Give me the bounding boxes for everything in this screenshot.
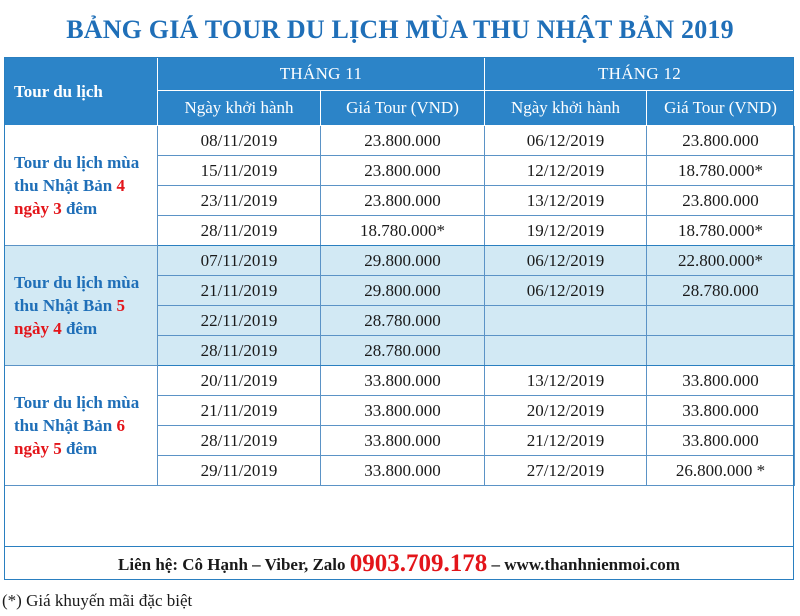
date-cell-11: 28/11/2019 (158, 336, 321, 366)
date-cell-12: 06/12/2019 (485, 246, 647, 276)
date-cell-12: 06/12/2019 (485, 126, 647, 156)
date-cell-12: 27/12/2019 (485, 456, 647, 486)
month-11-header: THÁNG 11 (158, 58, 485, 91)
price-cell-11: 29.800.000 (321, 276, 485, 306)
tour-name-text: Tour du lịch mùa thu Nhật Bản (14, 273, 140, 315)
price-cell-11: 33.800.000 (321, 366, 485, 396)
date-cell-12: 19/12/2019 (485, 216, 647, 246)
date-cell-11: 29/11/2019 (158, 456, 321, 486)
website-text[interactable]: – www.thanhnienmoi.com (487, 555, 680, 574)
date-cell-12: 21/12/2019 (485, 426, 647, 456)
price-cell-12: 18.780.000* (647, 156, 795, 186)
price-cell-12: 33.800.000 (647, 366, 795, 396)
date-cell-11: 22/11/2019 (158, 306, 321, 336)
date-cell-11: 20/11/2019 (158, 366, 321, 396)
departure-date-header-12: Ngày khởi hành (485, 91, 647, 126)
date-cell-12: 20/12/2019 (485, 396, 647, 426)
price-cell-11: 23.800.000 (321, 156, 485, 186)
price-cell-12: 22.800.000* (647, 246, 795, 276)
price-cell-11: 29.800.000 (321, 246, 485, 276)
price-cell-11: 33.800.000 (321, 456, 485, 486)
date-cell-11: 21/11/2019 (158, 276, 321, 306)
tour-duration: 6 ngày 5 (14, 416, 126, 458)
footnote: (*) Giá khuyến mãi đặc biệt (2, 591, 193, 610)
contact-text: Liên hệ: Cô Hạnh – Viber, Zalo (118, 555, 350, 574)
tour-column-header: Tour du lịch (5, 58, 158, 126)
price-header-12: Giá Tour (VND) (647, 91, 795, 126)
price-cell-11: 33.800.000 (321, 426, 485, 456)
price-cell-12: 23.800.000 (647, 186, 795, 216)
price-cell-12: 18.780.000* (647, 216, 795, 246)
date-cell-11: 28/11/2019 (158, 426, 321, 456)
month-12-header: THÁNG 12 (485, 58, 795, 91)
tour-duration: 5 ngày 4 (14, 296, 126, 338)
price-cell-11: 28.780.000 (321, 306, 485, 336)
date-cell-11: 23/11/2019 (158, 186, 321, 216)
tour-name-suffix: đêm (61, 439, 98, 458)
tour-name-suffix: đêm (61, 319, 98, 338)
price-cell-12: 28.780.000 (647, 276, 795, 306)
tour-name-suffix: đêm (61, 199, 98, 218)
phone-number[interactable]: 0903.709.178 (349, 550, 488, 577)
date-cell-12: 13/12/2019 (485, 186, 647, 216)
page-title: BẢNG GIÁ TOUR DU LỊCH MÙA THU NHẬT BẢN 2019 (66, 15, 734, 44)
price-cell-11: 28.780.000 (321, 336, 485, 366)
price-cell-11: 18.780.000* (321, 216, 485, 246)
price-cell-12: 33.800.000 (647, 396, 795, 426)
tour-duration: 4 ngày 3 (14, 176, 126, 218)
price-cell-11: 23.800.000 (321, 126, 485, 156)
date-cell-11: 28/11/2019 (158, 216, 321, 246)
price-cell-12: 33.800.000 (647, 426, 795, 456)
price-cell-12: 23.800.000 (647, 126, 795, 156)
price-cell-12: 26.800.000 * (647, 456, 795, 486)
date-cell-12: 06/12/2019 (485, 276, 647, 306)
price-cell-11: 33.800.000 (321, 396, 485, 426)
price-cell-11: 23.800.000 (321, 186, 485, 216)
price-header-11: Giá Tour (VND) (321, 91, 485, 126)
date-cell-12: 13/12/2019 (485, 366, 647, 396)
departure-date-header-11: Ngày khởi hành (158, 91, 321, 126)
tour-name-text: Tour du lịch mùa thu Nhật Bản (14, 393, 140, 435)
tour-name-text: Tour du lịch mùa thu Nhật Bản (14, 153, 140, 195)
date-cell-11: 21/11/2019 (158, 396, 321, 426)
date-cell-11: 15/11/2019 (158, 156, 321, 186)
date-cell-11: 08/11/2019 (158, 126, 321, 156)
date-cell-12: 12/12/2019 (485, 156, 647, 186)
date-cell-11: 07/11/2019 (158, 246, 321, 276)
table-frame (4, 57, 794, 580)
